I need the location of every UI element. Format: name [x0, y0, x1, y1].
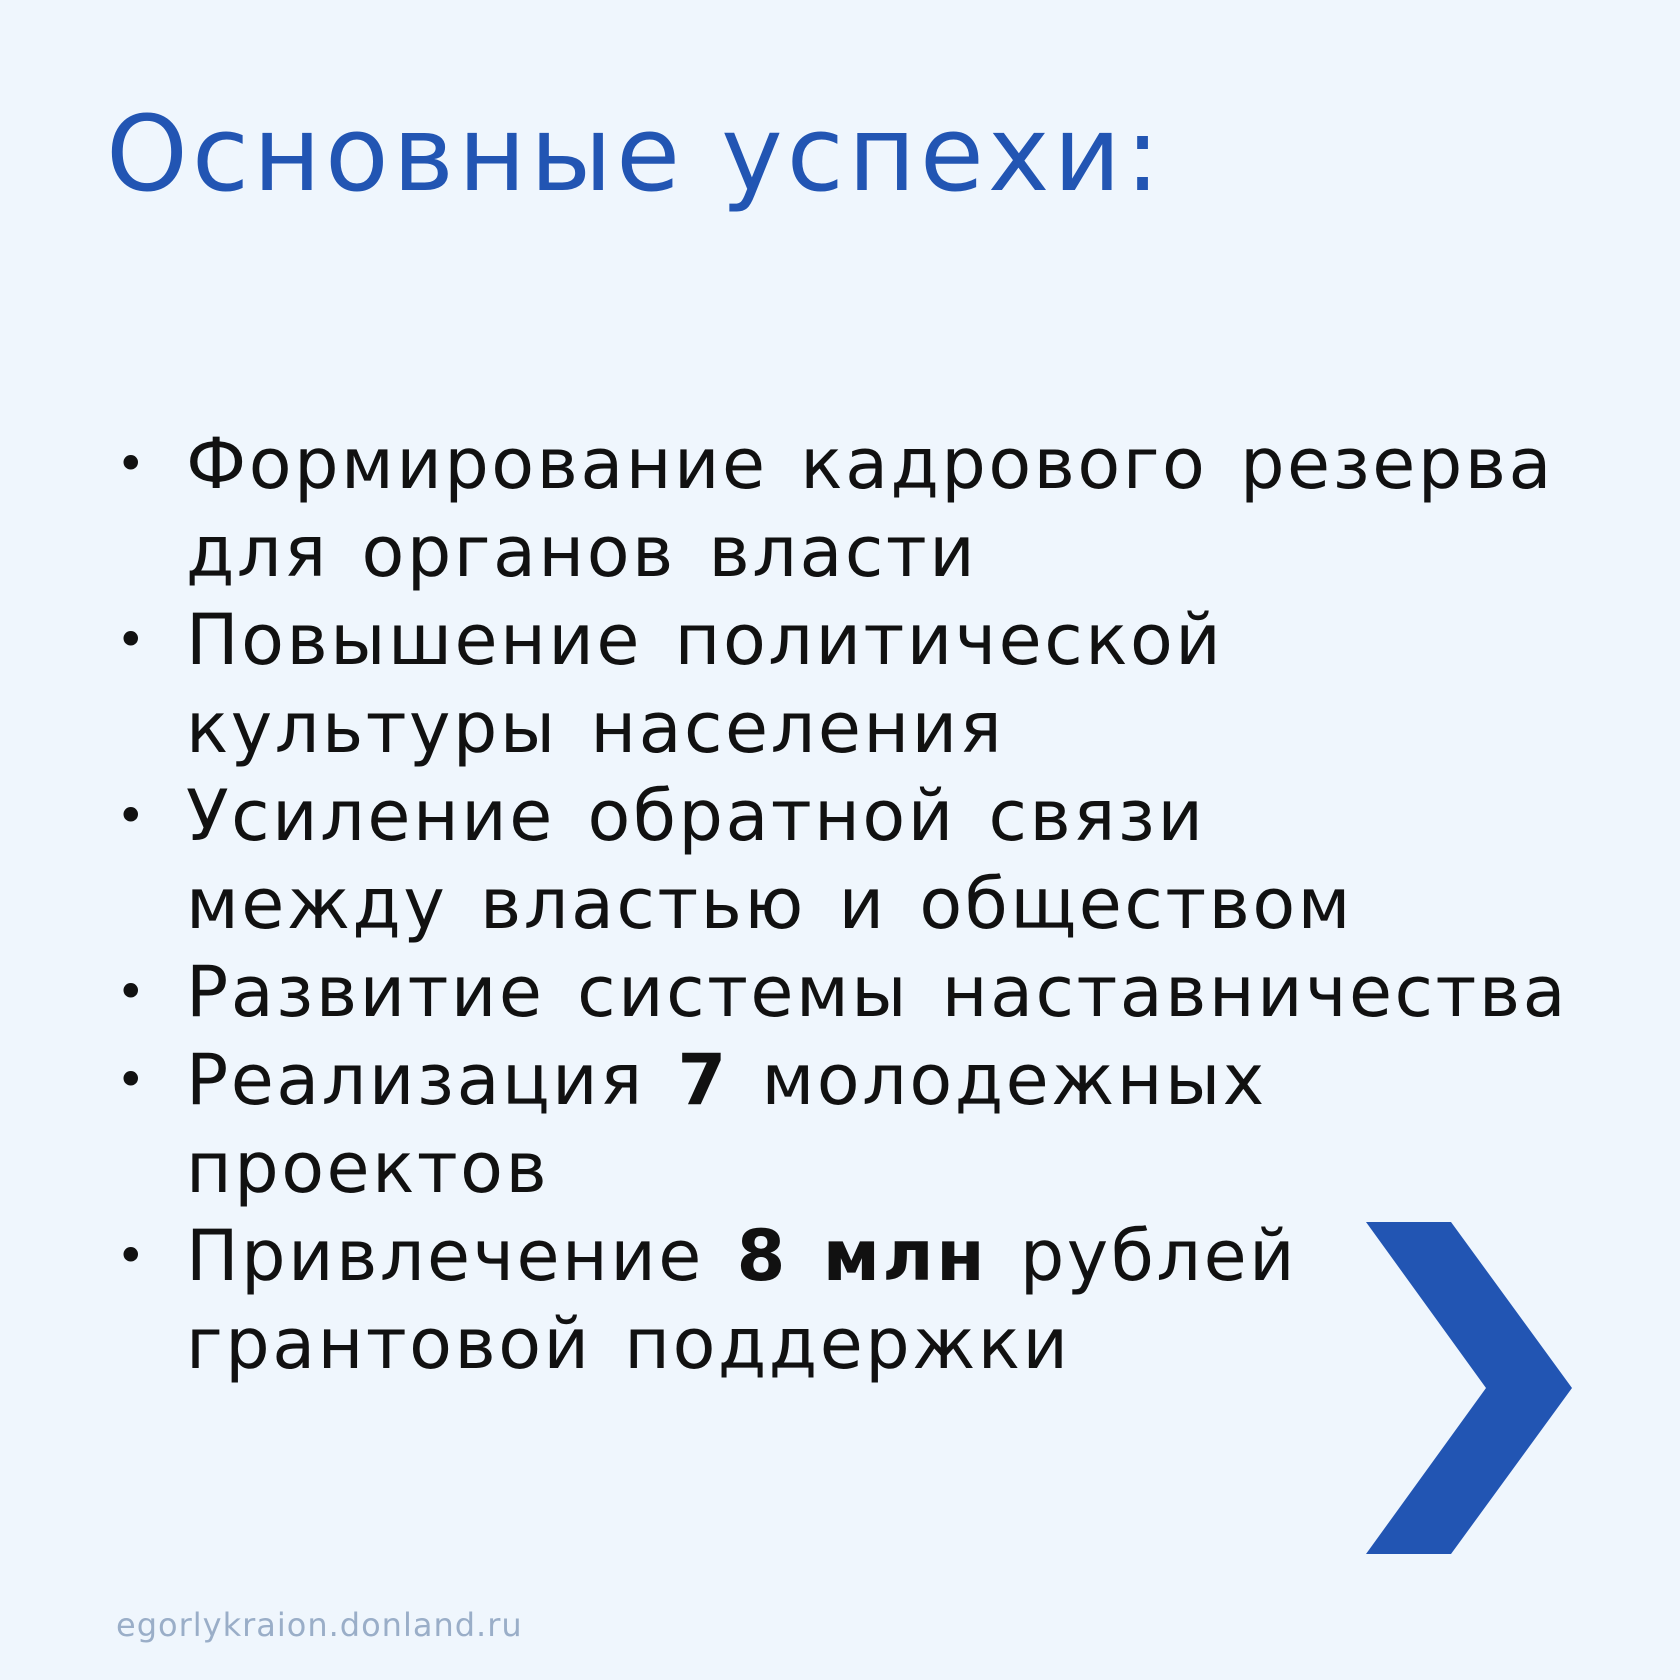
highlight-number: 7 [677, 1039, 729, 1121]
bullet-icon: • [116, 787, 148, 845]
footer-url: egorlykraion.donland.ru [116, 1606, 523, 1644]
list-item-line [186, 1212, 1506, 1300]
list-item-text: Реализация [186, 1039, 678, 1121]
bullet-icon: • [116, 963, 148, 1021]
list-item-line: между властью и обществом [186, 863, 1353, 945]
list-item [106, 420, 1554, 596]
list-item-line: культуры населения [186, 687, 1005, 769]
highlight-number: 8 млн [736, 1215, 988, 1297]
list-item-line: Развитие системы наставничества [186, 951, 1568, 1033]
list-item [106, 1036, 1506, 1212]
chevron-right-icon[interactable] [1366, 1222, 1572, 1554]
list-item-line: для органов власти [186, 511, 978, 593]
bullet-icon: • [116, 611, 148, 669]
list-item [106, 948, 1568, 1036]
list-item-line: грантовой поддержки [186, 1303, 1071, 1385]
bullet-icon: • [116, 1051, 148, 1109]
chevron-shape [1366, 1222, 1572, 1554]
page-title: Основные успехи: [106, 93, 1164, 215]
list-item-line [186, 1036, 1506, 1124]
list-item-line: Формирование кадрового резерва [186, 423, 1554, 505]
achievements-list [106, 420, 1568, 1388]
list-item [106, 1212, 1506, 1388]
list-item-line: Повышение политической [186, 599, 1224, 681]
list-item [106, 596, 1506, 772]
bullet-icon: • [116, 435, 148, 493]
list-item-text: рублей [987, 1215, 1298, 1297]
list-item [106, 772, 1506, 948]
list-item-line: Усиление обратной связи [186, 775, 1206, 857]
list-item-line: проектов [186, 1127, 550, 1209]
bullet-icon: • [116, 1227, 148, 1285]
list-item-text: молодежных [728, 1039, 1267, 1121]
list-item-text: Привлечение [186, 1215, 737, 1297]
